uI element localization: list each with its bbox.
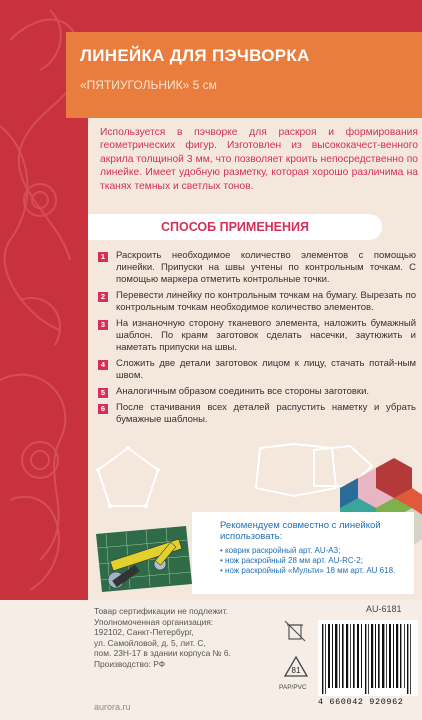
- step-text: Сложить две детали заготовок лицом к лицу, стачать потай-ным швом.: [116, 358, 416, 381]
- recycle-label: PAP/PVC: [279, 684, 307, 691]
- recommend-box: [192, 512, 414, 594]
- method-title: СПОСОБ ПРИМЕНЕНИЯ: [88, 214, 382, 240]
- recommend-list: [220, 546, 410, 576]
- pentagon-template-illustration: [88, 438, 168, 518]
- certification-info: [94, 606, 284, 670]
- list-item: [98, 250, 416, 286]
- cert-line: Товар сертификации не подлежит.: [94, 606, 228, 616]
- step-text: Аналогичным образом соединить все стороны заготовки.: [116, 386, 370, 397]
- cutting-tools-illustration: [96, 524, 196, 594]
- header-banner: [66, 32, 422, 118]
- list-item: • нож раскройный 28 мм арт. AU-RC-2;: [220, 556, 363, 565]
- steps-list: [98, 250, 416, 430]
- step-text: После стачивания всех деталей распустить наметку и убрать бумажные шаблоны.: [116, 402, 416, 425]
- step-number: 6: [98, 404, 108, 414]
- step-text: Раскроить необходимое количество элементов с помощью линейки. Припуски на швы учтены по контрольным точкам. С помощью маркера отметить контрольные точки.: [116, 250, 416, 285]
- barcode-image: [318, 620, 418, 696]
- product-subtitle: «ПЯТИУГОЛЬНИК» 5 см: [80, 78, 217, 92]
- recommend-title: Рекомендуем совместно с линейкой использовать:: [220, 520, 381, 542]
- barcode-number: 4 660042 920962: [318, 697, 404, 707]
- recycle-icon: [282, 654, 310, 682]
- list-item: [98, 402, 416, 426]
- cert-line: 192102, Санкт-Петербург,: [94, 627, 194, 638]
- cert-line: Уполномоченная организация:: [94, 616, 214, 627]
- cert-line: пом. 23Н-17 в здании корпуса № 6.: [94, 648, 231, 659]
- product-title: ЛИНЕЙКА ДЛЯ ПЭЧВОРКА: [80, 46, 310, 65]
- step-text: На изнаночную сторону тканевого элемента, наложить бумажный шаблон. По краям заготовок сделать насечки, заутюжить и наметать припуски на швы.: [116, 318, 416, 353]
- list-item: [98, 290, 416, 314]
- recycle-code: 81: [291, 666, 301, 675]
- list-item: • коврик раскройный арт. AU-A3;: [220, 546, 341, 555]
- step-number: 3: [98, 320, 108, 330]
- step-number: 5: [98, 388, 108, 398]
- list-item: • нож раскройный «Мульти» 18 мм арт. AU 618.: [220, 566, 396, 575]
- step-text: Перевести линейку по контрольным точкам на бумагу. Вырезать по контрольным точкам необходимое количество элементов.: [116, 290, 416, 313]
- step-number: 2: [98, 292, 108, 302]
- step-number: 4: [98, 360, 108, 370]
- list-item: [98, 386, 416, 398]
- list-item: [98, 358, 416, 382]
- cert-line: ул. Самойловой, д. 5, лит. С,: [94, 637, 206, 648]
- cert-line: Производство: РФ: [94, 658, 166, 669]
- intro-text: Используется в пэчворке для раскроя и формирования геометрических фигур. Изготовлен из высококачест-венного акрила толщиной 3 мм, что позволяет кроить непосредственно по линейке. Имеет удобную разметку, которая хорошо различима на тканях темных и светлых тонов.: [100, 127, 418, 192]
- list-item: [98, 318, 416, 354]
- no-trash-icon: [282, 618, 308, 644]
- article-number: AU-6181: [366, 604, 402, 614]
- step-number: 1: [98, 252, 108, 262]
- website-link[interactable]: aurora.ru: [94, 702, 131, 712]
